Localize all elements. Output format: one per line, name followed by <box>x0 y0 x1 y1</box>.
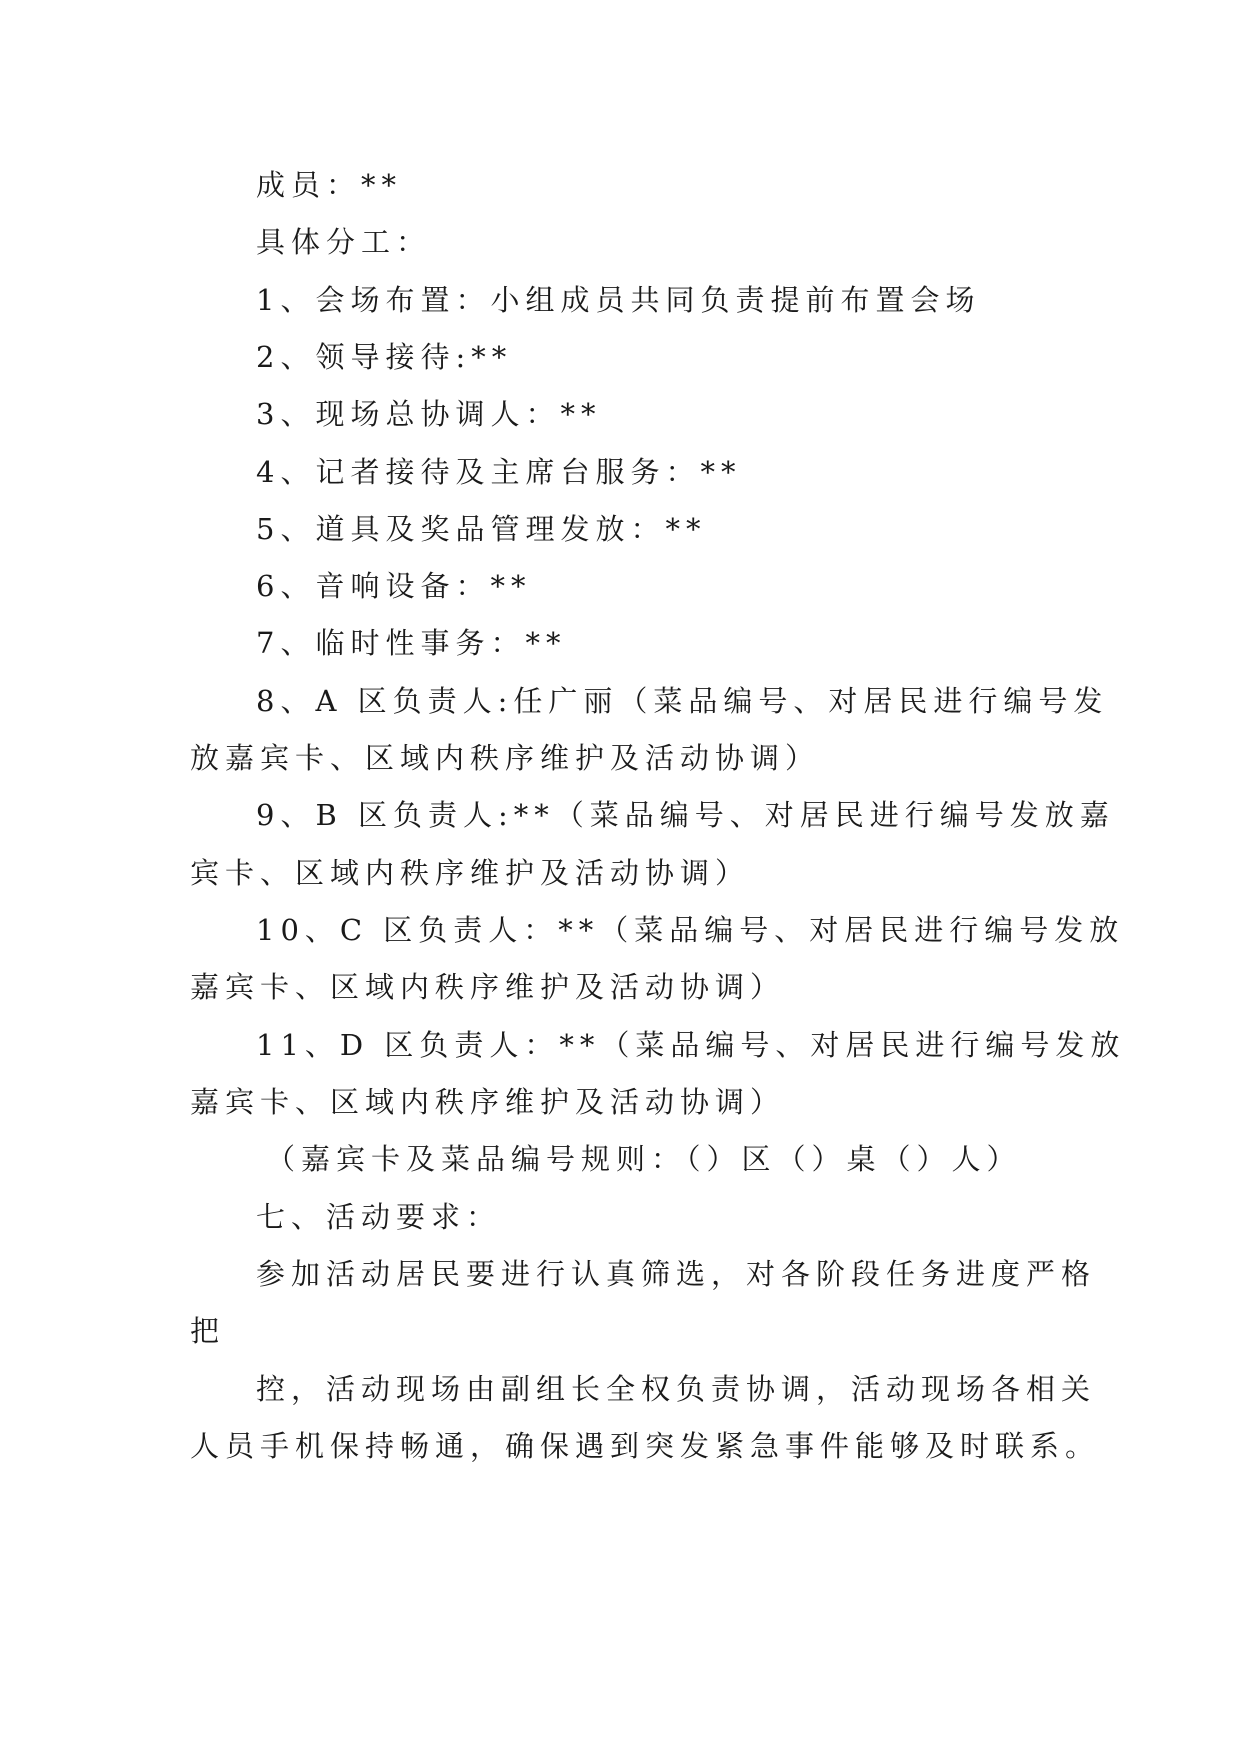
task-item-8-continued: 放嘉宾卡、区域内秩序维护及活动协调） <box>190 741 821 775</box>
task-item-9: 9、B 区负责人:**（菜品编号、对居民进行编号发放嘉 <box>256 798 1115 832</box>
task-item-7: 7、临时性事务：** <box>256 626 567 660</box>
requirements-paragraph-1: 参加活动居民要进行认真筛选，对各阶段任务进度严格 <box>256 1257 1097 1291</box>
task-item-6: 6、音响设备：** <box>256 569 532 603</box>
task-item-8: 8、A 区负责人:任广丽（菜品编号、对居民进行编号发 <box>256 684 1109 718</box>
task-item-1: 1、会场布置：小组成员共同负责提前布置会场 <box>256 283 981 317</box>
task-item-9-continued: 宾卡、区域内秩序维护及活动协调） <box>190 856 751 890</box>
requirements-paragraph-1-continued: 把 <box>190 1314 226 1348</box>
task-item-5: 5、道具及奖品管理发放：** <box>256 512 707 546</box>
requirements-paragraph-2-continued: 人员手机保持畅通，确保遇到突发紧急事件能够及时联系。 <box>190 1429 1101 1463</box>
task-item-10-continued: 嘉宾卡、区域内秩序维护及活动协调） <box>190 970 786 1004</box>
task-item-10: 10、C 区负责人：**（菜品编号、对居民进行编号发放 <box>256 913 1125 947</box>
section-heading-requirements: 七、活动要求： <box>256 1200 502 1234</box>
numbering-rule-note: （嘉宾卡及菜品编号规则：（）区（）桌（）人） <box>266 1142 1022 1176</box>
requirements-paragraph-2: 控，活动现场由副组长全权负责协调，活动现场各相关 <box>256 1372 1097 1406</box>
division-heading: 具体分工： <box>256 225 432 259</box>
task-item-2: 2、领导接待:** <box>256 340 513 374</box>
members-line: 成员：** <box>256 168 403 202</box>
task-item-3: 3、现场总协调人：** <box>256 397 602 431</box>
task-item-4: 4、记者接待及主席台服务：** <box>256 455 742 489</box>
task-item-11-continued: 嘉宾卡、区域内秩序维护及活动协调） <box>190 1085 786 1119</box>
task-item-11: 11、D 区负责人：**（菜品编号、对居民进行编号发放 <box>256 1028 1126 1062</box>
